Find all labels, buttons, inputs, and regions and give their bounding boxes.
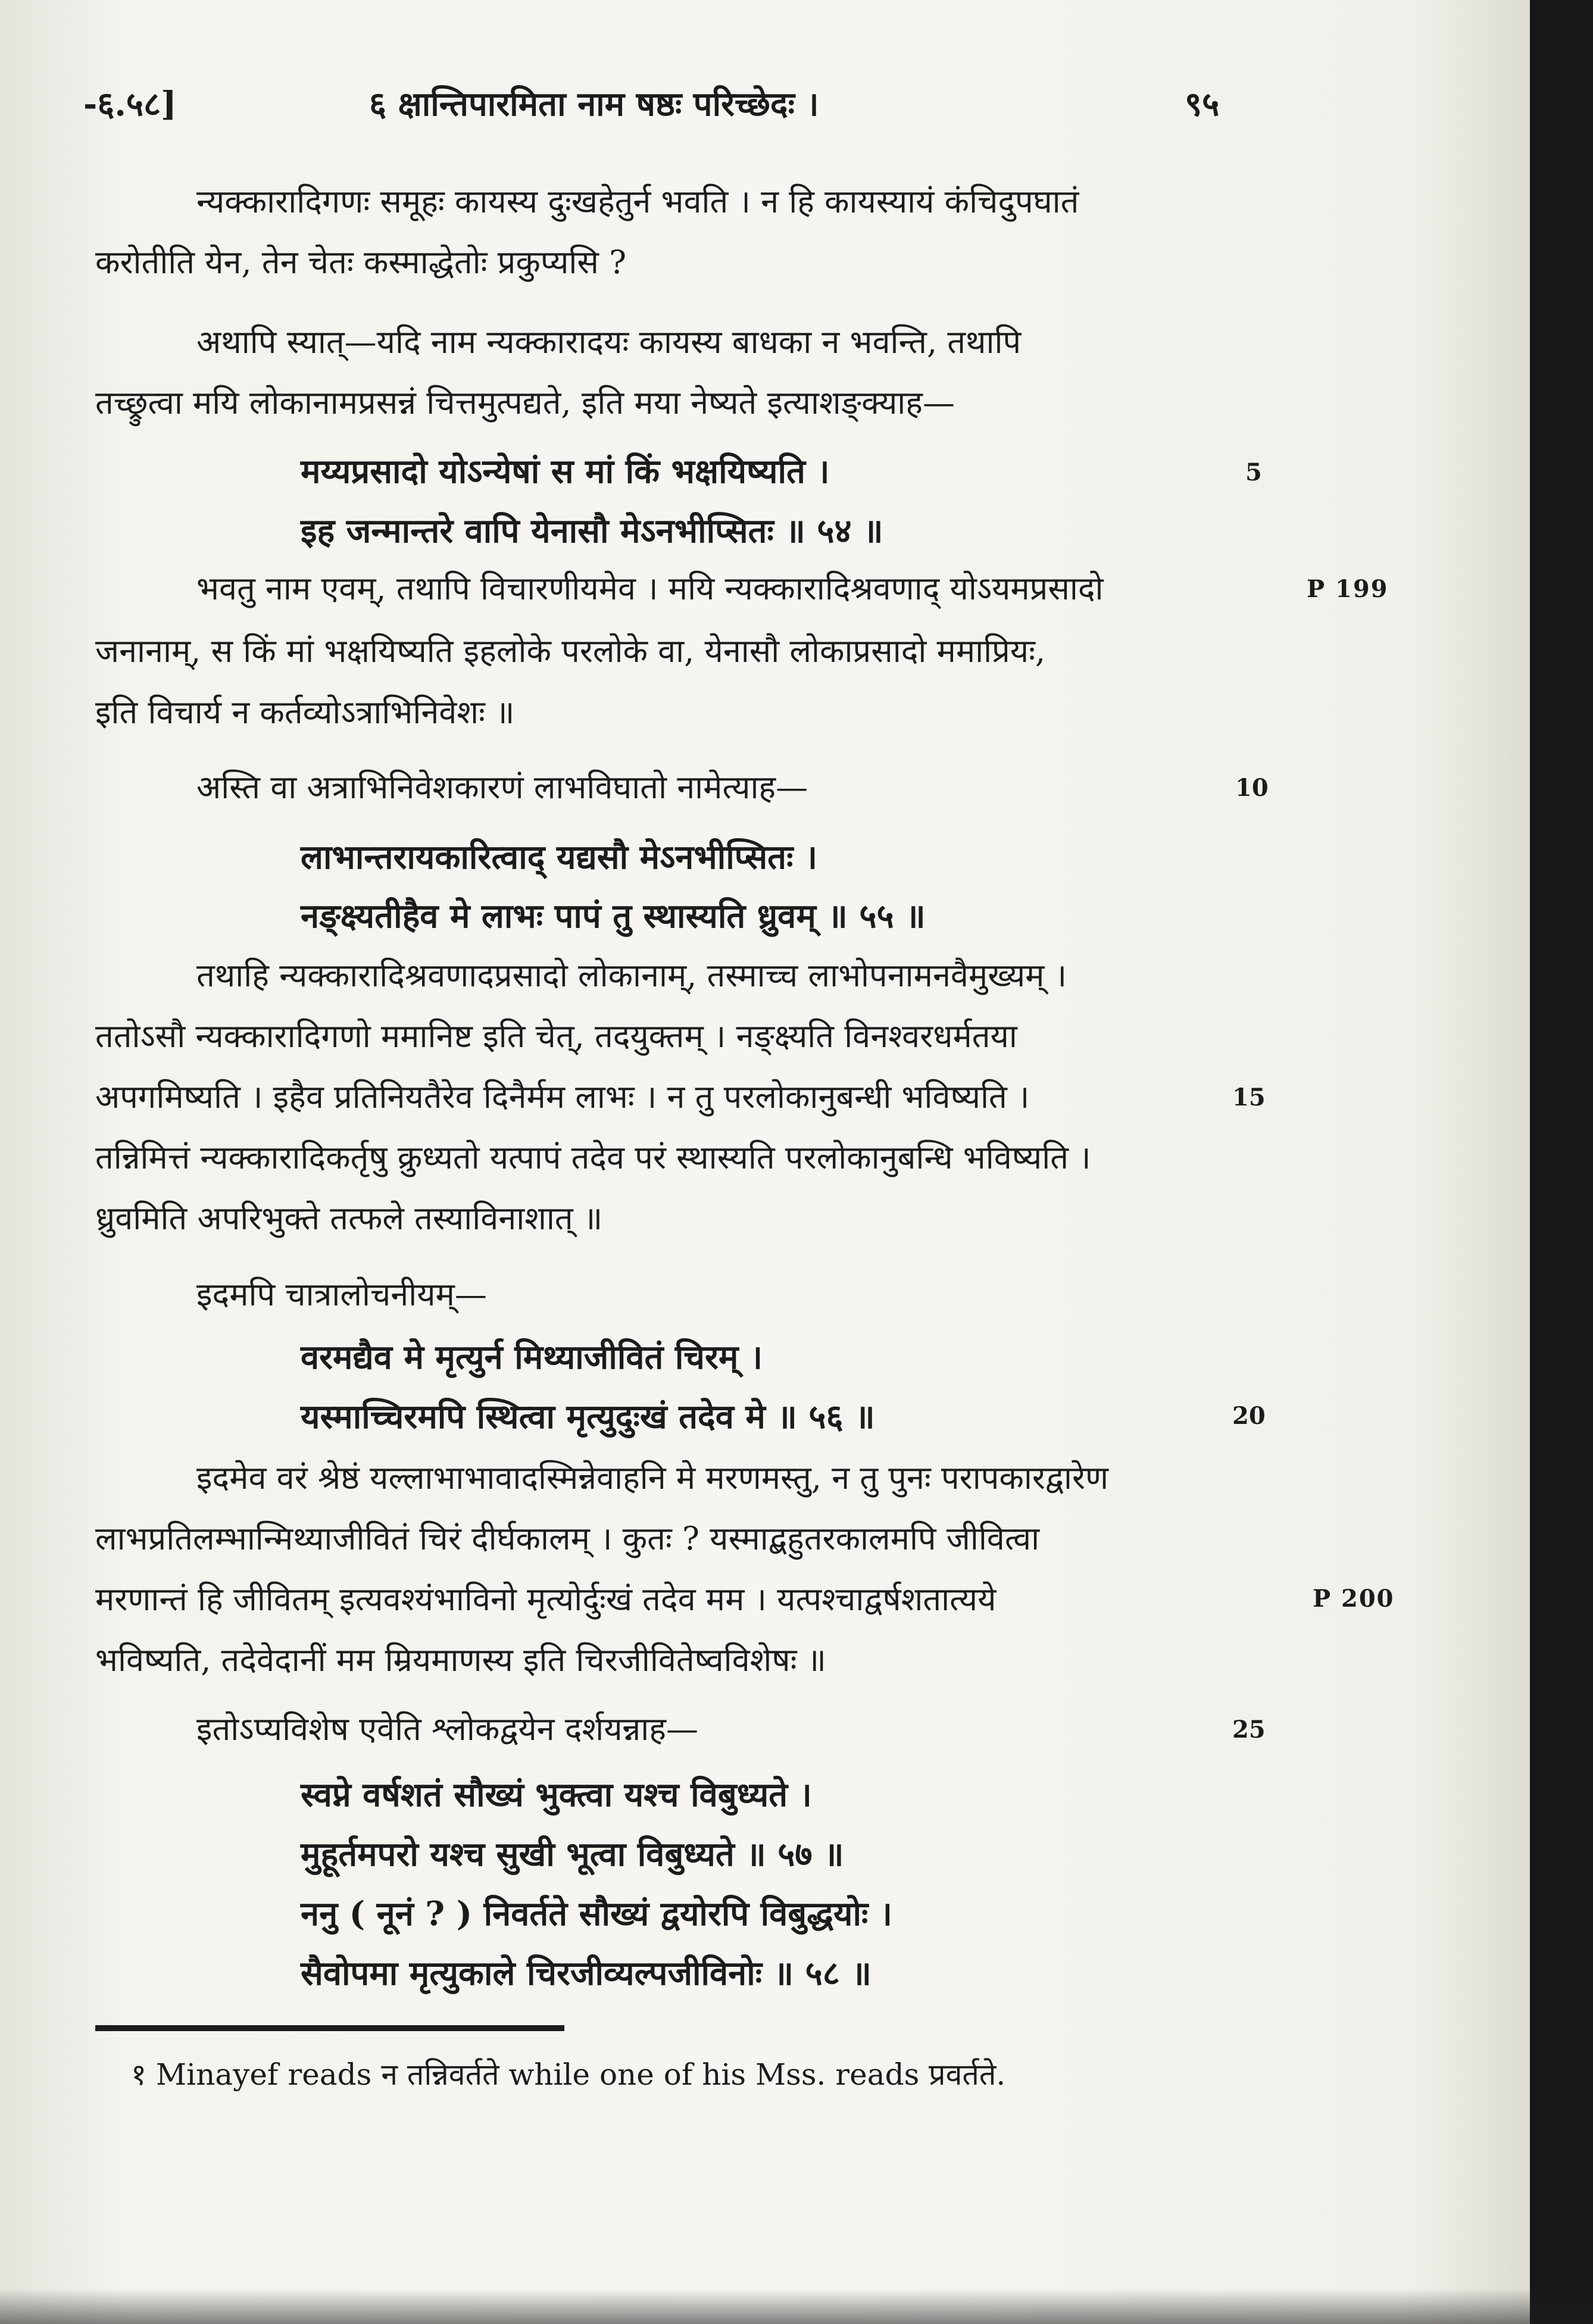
verse-line: यस्माच्चिरमपि स्थित्वा मृत्युदुःखं तदेव मे ॥ ५६ ॥ bbox=[301, 1397, 875, 1436]
text-line: अथापि स्यात्—यदि नाम न्यक्कारादयः कायस्य बाधका न भवन्ति, तथापि bbox=[196, 323, 1022, 361]
text-line: भवतु नाम एवम्, तथापि विचारणीयमेव । मयि न्यक्कारादिश्रवणाद् योऽयमप्रसादो bbox=[196, 570, 1104, 607]
scan-shadow bbox=[0, 2289, 1593, 2324]
line-number: 10 bbox=[1235, 774, 1269, 802]
text-line: इतोऽप्यविशेष एवेति श्लोकद्वयेन दर्शयन्नाह— bbox=[196, 1710, 698, 1748]
line-number: 5 bbox=[1245, 458, 1262, 486]
text-line: न्यक्कारादिगणः समूहः कायस्य दुःखहेतुर्न भवति । न हि कायस्यायं कंचिदुपघातं bbox=[196, 183, 1079, 220]
text-line: ततोऽसौ न्यक्कारादिगणो ममानिष्ट इति चेत्, तदयुक्तम् । नङ्क्ष्यति विनश्वरधर्मतया bbox=[95, 1017, 1017, 1055]
verse-line: मय्यप्रसादो योऽन्येषां स मां किं भक्षयिष्यति । bbox=[301, 452, 830, 491]
verse-line: सैवोपमा मृत्युकाले चिरजीव्यल्पजीविनोः ॥ ५८ ॥ bbox=[301, 1954, 872, 1993]
verse-line: मुहूर्तमपरो यश्च सुखी भूत्वा विबुध्यते ॥ ५७ ॥ bbox=[301, 1835, 844, 1874]
page-reference: P 199 bbox=[1307, 575, 1389, 603]
scan-edge bbox=[1530, 0, 1593, 2324]
text-line: इदमपि चात्रालोचनीयम्— bbox=[196, 1276, 487, 1313]
verse-line: स्वप्ने वर्षशतं सौख्यं भुक्त्वा यश्च विबुध्यते । bbox=[301, 1775, 812, 1814]
verse-line: नङ्क्ष्यतीहैव मे लाभः पापं तु स्थास्यति ध्रुवम् ॥ ५५ ॥ bbox=[301, 897, 926, 936]
verse-line: ननु ( नूनं ? ) निवर्तते सौख्यं द्वयोरपि विबुद्धयोः । bbox=[301, 1894, 893, 1933]
text-line: तन्निमित्तं न्यक्कारादिकर्तृषु क्रुध्यतो यत्पापं तदेव परं स्थास्यति परलोकानुबन्धि भविष्यति । bbox=[95, 1139, 1091, 1176]
footnote: १ Minayef reads न तन्निवर्तते while one of his Mss. reads प्रवर्तते. bbox=[131, 2057, 1006, 2092]
text-line: अपगमिष्यति । इहैव प्रतिनियतैरेव दिनैर्मम लाभः । न तु परलोकानुबन्धी भविष्यति । bbox=[95, 1078, 1030, 1116]
footnote-rule bbox=[95, 2025, 564, 2031]
text-line: लाभप्रतिलम्भान्मिथ्याजीवितं चिरं दीर्घकालम् । कुतः ? यस्माद्बहुतरकालमपि जीवित्वा bbox=[95, 1520, 1040, 1557]
text-line: तच्छ्रुत्वा मयि लोकानामप्रसन्नं चित्तमुत्पद्यते, इति मया नेष्यते इत्याशङ्क्याह— bbox=[95, 384, 955, 421]
verse-line: इह जन्मान्तरे वापि येनासौ मेऽनभीप्सितः ॥ ५४ ॥ bbox=[301, 511, 883, 551]
text-line: इदमेव वरं श्रेष्ठं यल्लाभाभावादस्मिन्नेवाहनि मे मरणमस्तु, न तु पुनः परापकारद्वारेण bbox=[196, 1459, 1109, 1497]
text-line: करोतीति येन, तेन चेतः कस्माद्धेतोः प्रकुप्यसि ? bbox=[95, 243, 627, 281]
text-line: अस्ति वा अत्राभिनिवेशकारणं लाभविघातो नामेत्याह— bbox=[196, 769, 808, 806]
text-line: तथाहि न्यक्कारादिश्रवणादप्रसादो लोकानाम्, तस्माच्च लाभोपनामनवैमुख्यम् । bbox=[196, 957, 1067, 994]
text-line: जनानाम्, स किं मां भक्षयिष्यति इहलोके परलोके वा, येनासौ लोकाप्रसादो ममाप्रियः, bbox=[95, 632, 1046, 670]
text-line: ध्रुवमिति अपरिभुक्ते तत्फले तस्याविनाशात् ॥ bbox=[95, 1200, 603, 1237]
header-left: -६.५८] bbox=[83, 85, 177, 124]
verse-line: वरमद्यैव मे मृत्युर्न मिथ्याजीवितं चिरम् । bbox=[301, 1338, 763, 1377]
text-line: इति विचार्य न कर्तव्योऽत्राभिनिवेशः ॥ bbox=[95, 694, 515, 731]
header-title: ६ क्षान्तिपारमिता नाम षष्ठः परिच्छेदः । bbox=[369, 85, 819, 124]
verse-line: लाभान्तरायकारित्वाद् यद्यसौ मेऽनभीप्सितः । bbox=[301, 838, 818, 877]
line-number: 20 bbox=[1232, 1402, 1266, 1430]
line-number: 25 bbox=[1232, 1716, 1266, 1744]
text-line: मरणान्तं हि जीवितम् इत्यवश्यंभाविनो मृत्योर्दुःखं तदेव मम । यत्पश्चाद्वर्षशतात्यये bbox=[95, 1580, 997, 1618]
header-page-number: ९५ bbox=[1185, 85, 1220, 124]
line-number: 15 bbox=[1232, 1083, 1266, 1111]
text-line: भविष्यति, तदेवेदानीं मम म्रियमाणस्य इति चिरजीवितेष्वविशेषः ॥ bbox=[95, 1641, 827, 1679]
page-reference: P 200 bbox=[1313, 1585, 1395, 1613]
